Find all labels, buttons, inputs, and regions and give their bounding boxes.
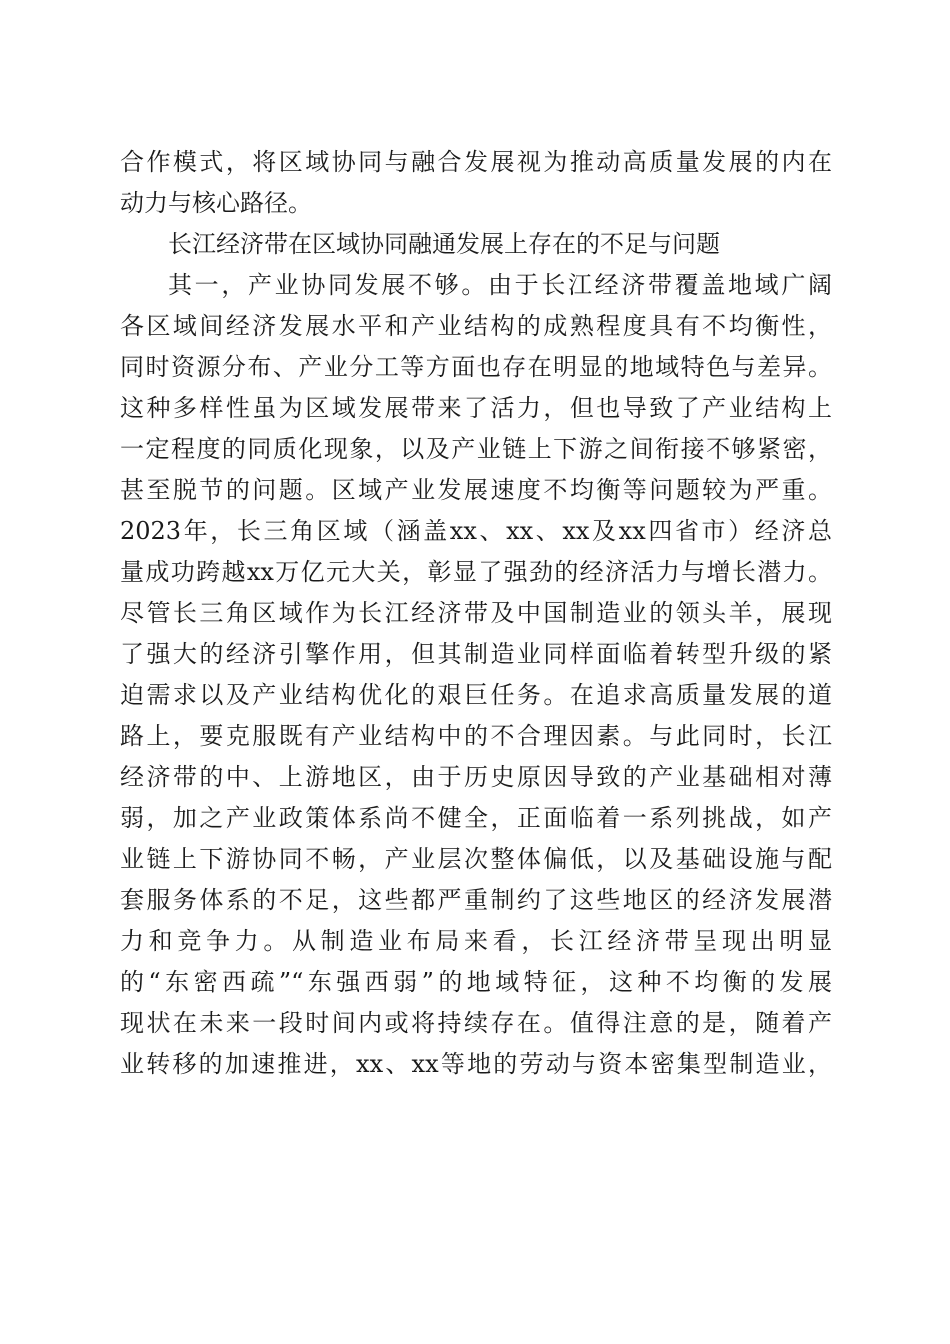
text-line: 的“东密西疏”“东强西弱”的地域特征，这种不均衡的发展 [120, 968, 832, 996]
text-line: 量成功跨越xx万亿元大关，彰显了强劲的经济活力与增长潜力。 [120, 558, 832, 586]
section-heading: 长江经济带在区域协同融通发展上存在的不足与问题 [168, 230, 720, 258]
text-line: 一定程度的同质化现象，以及产业链上下游之间衔接不够紧密， [120, 435, 832, 463]
text-line: 尽管长三角区域作为长江经济带及中国制造业的领头羊，展现 [120, 599, 832, 627]
text-line: 力和竞争力。从制造业布局来看，长江经济带呈现出明显 [120, 927, 832, 955]
document-body [120, 142, 832, 1085]
text-line: 业链上下游协同不畅，产业层次整体偏低，以及基础设施与配 [120, 845, 832, 873]
body-paragraph [120, 265, 832, 1085]
text-line: 业转移的加速推进，xx、xx等地的劳动与资本密集型制造业， [120, 1050, 832, 1078]
text-line: 弱，加之产业政策体系尚不健全，正面临着一系列挑战，如产 [120, 804, 832, 832]
text-line: 迫需求以及产业结构优化的艰巨任务。在追求高质量发展的道 [120, 681, 832, 709]
text-line: 这种多样性虽为区域发展带来了活力，但也导致了产业结构上 [120, 394, 832, 422]
text-line: 各区域间经济发展水平和产业结构的成熟程度具有不均衡性， [120, 312, 832, 340]
text-line: 动力与核心路径。 [120, 189, 312, 217]
text-line: 甚至脱节的问题。区域产业发展速度不均衡等问题较为严重。 [120, 476, 832, 504]
text-line: 合作模式，将区域协同与融合发展视为推动高质量发展的内在 [120, 148, 832, 176]
text-line: 2023年，长三角区域（涵盖xx、xx、xx及xx四省市）经济总 [120, 517, 832, 545]
text-line: 经济带的中、上游地区，由于历史原因导致的产业基础相对薄 [120, 763, 832, 791]
text-line: 同时资源分布、产业分工等方面也存在明显的地域特色与差异。 [120, 353, 832, 381]
intro-paragraph [120, 142, 832, 224]
text-line: 路上，要克服既有产业结构中的不合理因素。与此同时，长江 [120, 722, 832, 750]
text-line: 其一，产业协同发展不够。由于长江经济带覆盖地域广阔 [168, 271, 832, 299]
text-line: 套服务体系的不足，这些都严重制约了这些地区的经济发展潜 [120, 886, 832, 914]
text-line: 了强大的经济引擎作用，但其制造业同样面临着转型升级的紧 [120, 640, 832, 668]
text-line: 现状在未来一段时间内或将持续存在。值得注意的是，随着产 [120, 1009, 832, 1037]
